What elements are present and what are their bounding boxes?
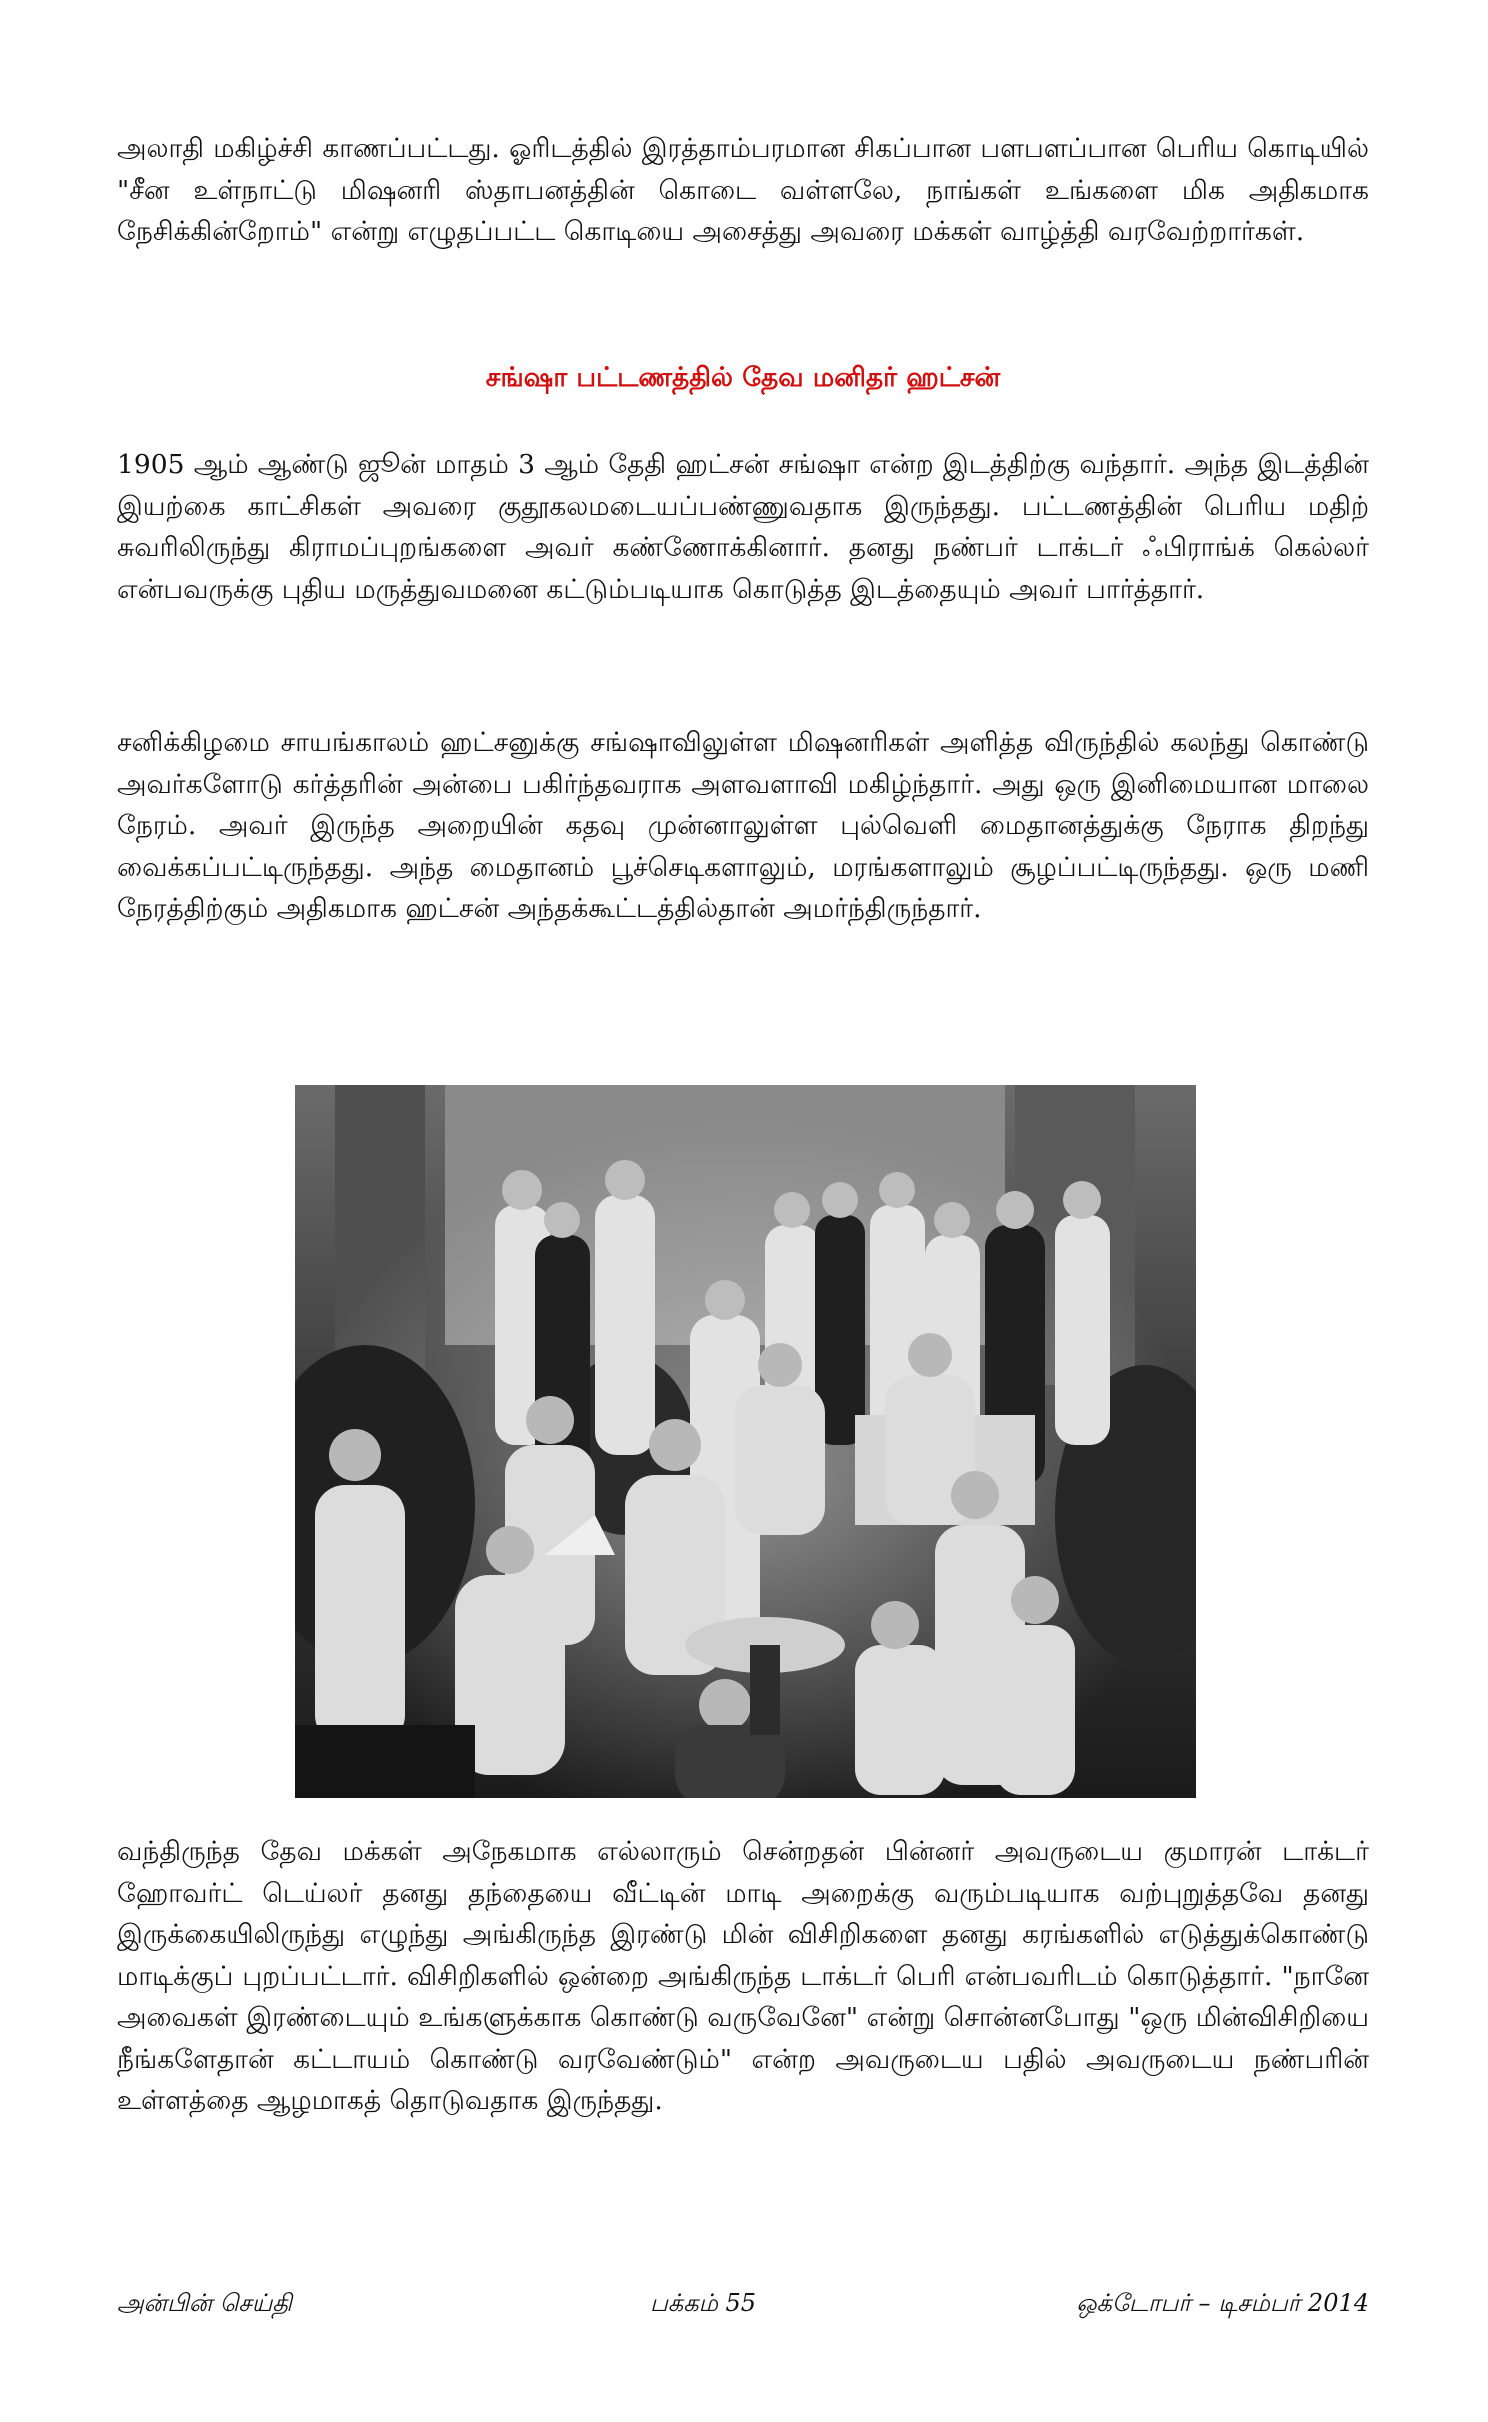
- paragraph-3: சனிக்கிழமை சாயங்காலம் ஹட்சனுக்கு சங்ஷாவிலுள்ள மிஷனரிகள் அளித்த விருந்தில் கலந்து கொண்டு அவர்களோடு கர்த்தரின் அன்பை பகிர்ந்தவராக அளவளாவி மகிழ்ந்தார். அது ஒரு இனிமையான மாலை நேரம். அவர் இருந்த அறையின் கதவு முன்னாலுள்ள புல்வெளி மைதானத்துக்கு நேராக திறந்து வைக்கப்பட்டிருந்தது. அந்த மைதானம் பூச்செடிகளாலும், மரங்களாலும் சூழப்பட்டிருந்தது. ஒரு மணி நேரத்திற்கும் அதிகமாக ஹட்சன் அந்தக்கூட்டத்தில்தான் அமர்ந்திருந்தார்.: [117, 727, 1369, 924]
- group-photograph: [295, 1085, 1196, 1798]
- section-heading: சங்ஷா பட்டணத்தில் தேவ மனிதர் ஹட்சன்: [485, 362, 1001, 393]
- footer-page-number: பக்கம் 55: [650, 2289, 757, 2317]
- paragraph-1: அலாதி மகிழ்ச்சி காணப்பட்டது. ஓரிடத்தில் இரத்தாம்பரமான சிகப்பான பளபளப்பான பெரிய கொடியில் "சீன உள்நாட்டு மிஷனரி ஸ்தாபனத்தின் கொடை வள்ளலே, நாங்கள் உங்களை மிக அதிகமாக நேசிக்கின்றோம்" என்று எழுதப்பட்ட கொடியை அசைத்து அவரை மக்கள் வாழ்த்தி வரவேற்றார்கள்.: [117, 133, 1369, 247]
- footer-issue-date: ஒக்டோபர் – டிசம்பர் 2014: [1076, 2289, 1369, 2317]
- paragraph-2: 1905 ஆம் ஆண்டு ஜூன் மாதம் 3 ஆம் தேதி ஹட்சன் சங்ஷா என்ற இடத்திற்கு வந்தார். அந்த இடத்தின் இயற்கை காட்சிகள் அவரை குதூகலமடையப்பண்ணுவதாக இருந்தது. பட்டணத்தின் பெரிய மதிற் சுவரிலிருந்து கிராமப்புறங்களை அவர் கண்ணோக்கினார். தனது நண்பர் டாக்டர் ஃபிராங்க் கெல்லர் என்பவருக்கு புதிய மருத்துவமனை கட்டும்படியாக கொடுத்த இடத்தையும் அவர் பார்த்தார்.: [117, 449, 1369, 605]
- paragraph-4: வந்திருந்த தேவ மக்கள் அநேகமாக எல்லாரும் சென்றதன் பின்னர் அவருடைய குமாரன் டாக்டர் ஹோவர்ட் டெய்லர் தனது தந்தையை வீட்டின் மாடி அறைக்கு வரும்படியாக வற்புறுத்தவே தனது இருக்கையிலிருந்து எழுந்து அங்கிருந்த இரண்டு மின் விசிறிகளை தனது கரங்களில் எடுத்துக்கொண்டு மாடிக்குப் புறப்பட்டார். விசிறிகளில் ஒன்றை அங்கிருந்த டாக்டர் பெரி என்பவரிடம் கொடுத்தார். "நானே அவைகள் இரண்டையும் உங்களுக்காக கொண்டு வருவேனே" என்று சொன்னபோது "ஒரு மின்விசிறியை நீங்களேதான் கட்டாயம் கொண்டு வரவேண்டும்" என்ற அவருடைய பதில் அவருடைய நண்பரின் உள்ளத்தை ஆழமாகத் தொடுவதாக இருந்தது.: [117, 1836, 1369, 2116]
- footer-publication-name: அன்பின் செய்தி: [117, 2289, 292, 2317]
